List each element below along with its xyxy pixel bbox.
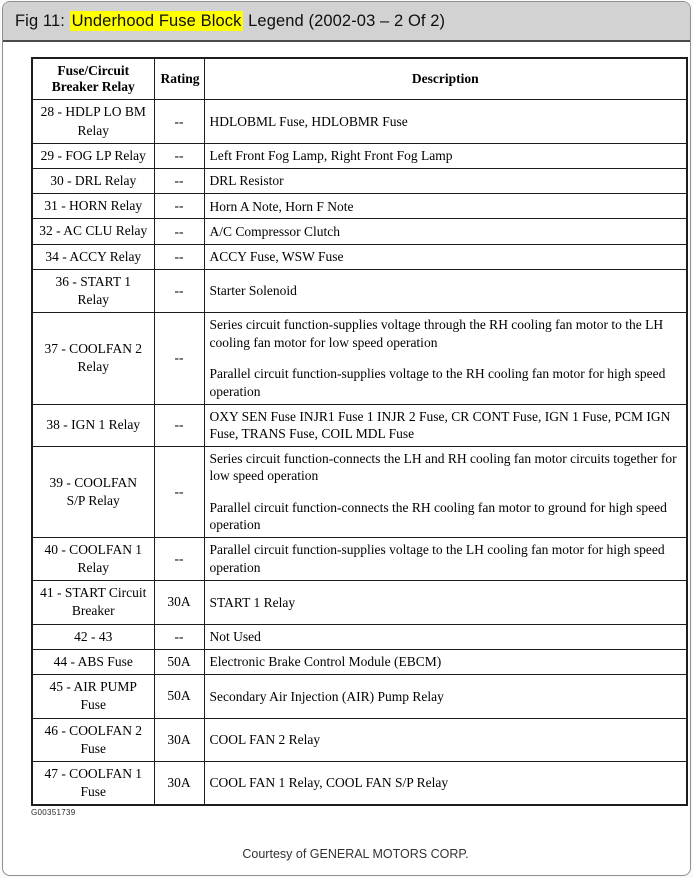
description-paragraph: Series circuit function-connects the LH and RH cooling fan motor circuits together for low speed operation — [209, 450, 677, 484]
description-cell — [204, 244, 687, 269]
fuse-cell: 41 - START Circuit Breaker — [32, 581, 154, 624]
rating-cell: -- — [154, 537, 204, 580]
table-row — [32, 675, 687, 718]
description-paragraph: Parallel circuit function-connects the RH cooling fan motor to ground for high speed operation — [209, 499, 667, 533]
search-highlight: Underhood Fuse Block — [71, 12, 242, 30]
fuse-cell: 47 - COOLFAN 1 Fuse — [32, 762, 154, 806]
description-cell — [204, 675, 687, 718]
description-cell — [204, 169, 687, 194]
description-cell — [204, 194, 687, 219]
figure-title-prefix: Fig 11: — [15, 12, 70, 30]
table-row — [32, 762, 687, 806]
table-row — [32, 581, 687, 624]
description-paragraph: OXY SEN Fuse INJR1 Fuse 1 INJR 2 Fuse, CR CONT Fuse, IGN 1 Fuse, PCM IGN Fuse, TRANS Fuse, COIL MDL Fuse — [209, 408, 671, 442]
fuse-cell: 40 - COOLFAN 1 Relay — [32, 537, 154, 580]
description-cell — [204, 762, 687, 806]
rating-cell: -- — [154, 404, 204, 446]
rating-cell: -- — [154, 269, 204, 312]
description-paragraph: Horn A Note, Horn F Note — [209, 198, 354, 214]
rating-cell: 50A — [154, 675, 204, 718]
fuse-cell: 45 - AIR PUMP Fuse — [32, 675, 154, 718]
fuse-cell: 32 - AC CLU Relay — [32, 219, 154, 244]
description-paragraph: ACCY Fuse, WSW Fuse — [209, 249, 344, 265]
description-cell — [204, 581, 687, 624]
description-cell — [204, 143, 687, 168]
description-paragraph: Series circuit function-supplies voltage through the RH cooling fan motor to the LH cooling fan motor for low speed operation — [209, 317, 664, 350]
rating-cell: 30A — [154, 718, 204, 761]
rating-cell: -- — [154, 624, 204, 649]
description-paragraph: Secondary Air Injection (AIR) Pump Relay — [209, 688, 444, 704]
description-cell — [204, 100, 687, 143]
column-header-description: Description — [204, 58, 687, 100]
fuse-cell: 31 - HORN Relay — [32, 194, 154, 219]
table-row — [32, 169, 687, 194]
rating-cell: -- — [154, 194, 204, 219]
rating-cell: -- — [154, 244, 204, 269]
figure-id: G00351739 — [31, 808, 76, 818]
fuse-cell: 36 - START 1 Relay — [32, 269, 154, 312]
table-row — [32, 649, 687, 674]
description-paragraph: Parallel circuit function-supplies voltage to the LH cooling fan motor for high speed operation — [209, 542, 665, 576]
fuse-cell: 42 - 43 — [32, 624, 154, 649]
rating-cell: 30A — [154, 762, 204, 806]
fuse-cell: 44 - ABS Fuse — [32, 649, 154, 674]
description-paragraph: Electronic Brake Control Module (EBCM) — [209, 654, 442, 670]
fuse-cell: 39 - COOLFAN S/P Relay — [32, 446, 154, 537]
description-cell — [204, 404, 687, 446]
description-cell — [204, 269, 687, 312]
table-row — [32, 244, 687, 269]
description-paragraph: Not Used — [209, 629, 261, 645]
column-header-rating: Rating — [154, 58, 204, 100]
table-row — [32, 404, 687, 446]
table-row — [32, 194, 687, 219]
fuse-cell: 30 - DRL Relay — [32, 169, 154, 194]
fuse-cell: 46 - COOLFAN 2 Fuse — [32, 718, 154, 761]
rating-cell: -- — [154, 169, 204, 194]
table-header-row — [32, 58, 687, 100]
description-paragraph: START 1 Relay — [209, 594, 296, 610]
rating-cell: -- — [154, 313, 204, 404]
fuse-cell: 37 - COOLFAN 2 Relay — [32, 313, 154, 404]
table-row — [32, 269, 687, 312]
rating-cell: -- — [154, 446, 204, 537]
table-row — [32, 446, 687, 537]
description-paragraph: COOL FAN 2 Relay — [209, 732, 321, 747]
fuse-cell: 29 - FOG LP Relay — [32, 143, 154, 168]
description-cell — [204, 624, 687, 649]
rating-cell: -- — [154, 100, 204, 143]
figure-title-suffix: Legend (2002-03 – 2 Of 2) — [243, 12, 446, 30]
table-row — [32, 143, 687, 168]
table-row — [32, 624, 687, 649]
description-cell — [204, 313, 687, 404]
description-paragraph: Starter Solenoid — [209, 283, 297, 299]
rating-cell: 50A — [154, 649, 204, 674]
table-row — [32, 100, 687, 143]
document-area — [3, 42, 690, 861]
rating-cell: -- — [154, 143, 204, 168]
description-cell — [204, 649, 687, 674]
description-cell — [204, 446, 687, 537]
description-paragraph: Parallel circuit function-supplies voltage to the RH cooling fan motor for high speed operation — [209, 366, 666, 399]
rating-cell: -- — [154, 219, 204, 244]
description-paragraph: COOL FAN 1 Relay, COOL FAN S/P Relay — [209, 775, 449, 791]
fuse-cell: 38 - IGN 1 Relay — [32, 404, 154, 446]
rating-cell: 30A — [154, 581, 204, 624]
figure-title — [3, 2, 690, 42]
description-cell — [204, 718, 687, 761]
fuse-legend-table — [31, 57, 688, 806]
description-paragraph: HDLOBML Fuse, HDLOBMR Fuse — [209, 113, 408, 129]
fuse-cell: 28 - HDLP LO BM Relay — [32, 100, 154, 143]
fuse-cell: 34 - ACCY Relay — [32, 244, 154, 269]
description-paragraph: DRL Resistor — [209, 173, 284, 189]
description-paragraph: Left Front Fog Lamp, Right Front Fog Lamp — [209, 148, 453, 164]
description-paragraph: A/C Compressor Clutch — [209, 223, 340, 239]
table-row — [32, 313, 687, 404]
table-row — [32, 537, 687, 580]
description-cell — [204, 219, 687, 244]
table-row — [32, 718, 687, 761]
description-cell — [204, 537, 687, 580]
figure-panel — [2, 1, 691, 876]
courtesy-line: Courtesy of GENERAL MOTORS CORP. — [242, 847, 469, 862]
column-header-fuse: Fuse/Circuit Breaker Relay — [32, 58, 154, 100]
table-row — [32, 219, 687, 244]
